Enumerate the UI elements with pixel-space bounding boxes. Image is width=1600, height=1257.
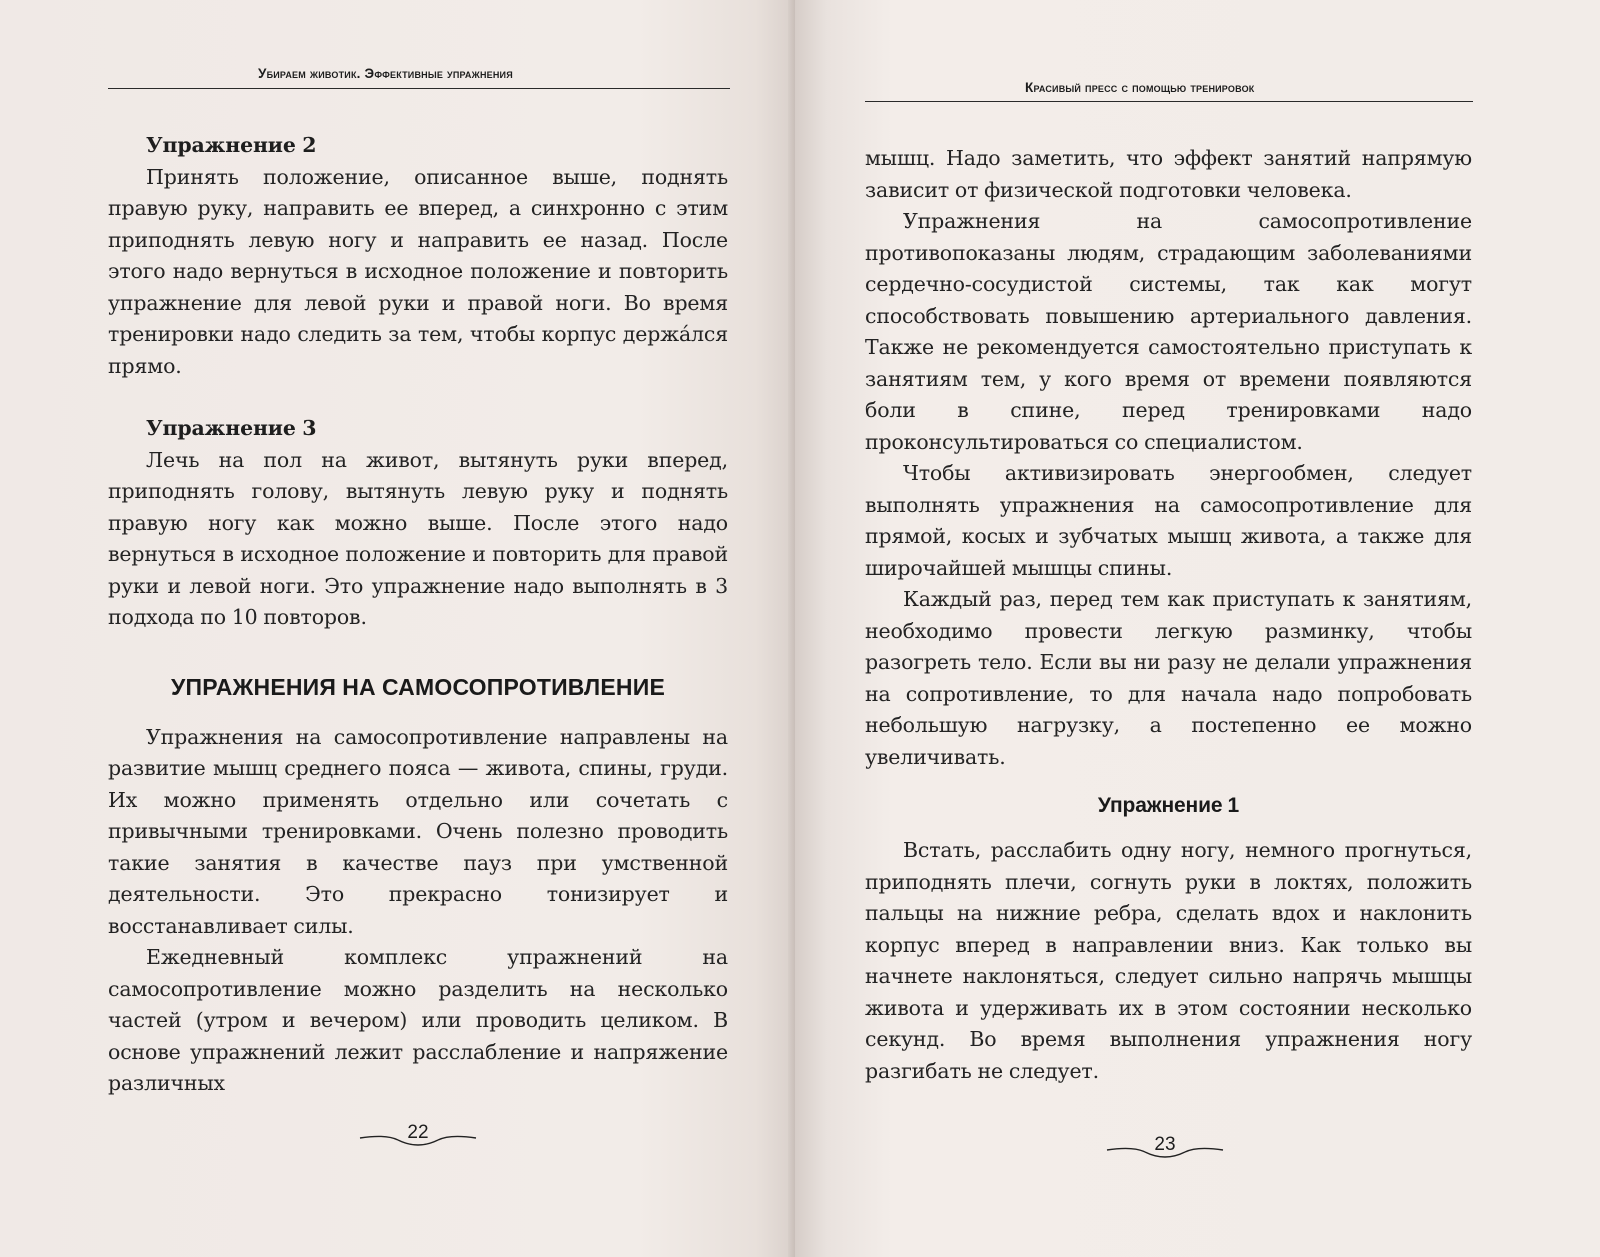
right-paragraph-1: мышц. Надо заметить, что эффект занятий напрямую зависит от физической подготовки человека.	[865, 146, 1472, 202]
right-page	[795, 0, 1600, 1257]
right-paragraph-4: Каждый раз, перед тем как приступать к занятиям, необходимо провести легкую разминку, чтобы разогреть тело. Если вы ни разу не делали упражнения на сопротивление, то для начала надо попробовать небольшую нагрузку, а постепенно ее можно увеличивать.	[865, 587, 1472, 769]
exercise-1-text: Встать, расслабить одну ногу, немного прогнуться, приподнять плечи, согнуть руки в локтях, положить пальцы на нижние ребра, сделать вдох и наклонить корпус вперед в направлении вниз. Как только вы начнете наклоняться, следует сильно напрячь мышцы живота и удерживать их в этом состоянии несколько секунд. Во время выполнения упражнения ногу разгибать не следует.	[865, 838, 1472, 1083]
exercise-2-title: Упражнение 2	[146, 133, 317, 157]
right-paragraph-3: Чтобы активизировать энергообмен, следует выполнять упражнения на самосопротивление для прямой, косых и зубчатых мышц живота, а также для широчайшей мышцы спины.	[865, 461, 1472, 580]
exercise-1-title: Упражнение 1	[1097, 794, 1240, 817]
section-title: УПРАЖНЕНИЯ НА САМОСОПРОТИВЛЕНИЕ	[170, 673, 666, 700]
exercise-3-text: Лечь на пол на живот, вытянуть руки вперед, приподнять голову, вытянуть левую руку и поднять правую ногу как можно выше. После этого надо вернуться в исходное положение и повторить для правой руки и левой ноги. Это упражнение надо выполнять в 3 подхода по 10 повторов.	[108, 447, 728, 629]
right-page-body	[865, 143, 1472, 1087]
right-running-head: Красивый пресс с помощью тренировок	[1025, 80, 1255, 95]
left-running-head: Убираем животик. Эффективные упражнения	[258, 66, 513, 81]
left-page-number	[358, 1120, 478, 1150]
left-page	[0, 0, 795, 1257]
left-paragraph-2: Ежедневный комплекс упражнений на самосопротивление можно разделить на несколько частей (утром и вечером) или проводить целиком. В основе упражнений лежит расслабление и напряжение различных	[108, 945, 728, 1095]
left-page-number-text: 22	[407, 1122, 429, 1143]
exercise-2-text: Принять положение, описанное выше, поднять правую руку, направить ее вперед, а синхронно с этим приподнять левую ногу и направить ее назад. После этого надо вернуться в исходное положение и повторить упражнение для левой руки и правой ноги. Во время тренировки надо следить за тем, чтобы корпус держа́лся прямо.	[108, 164, 728, 378]
right-header-rule	[865, 101, 1473, 102]
left-paragraph-1: Упражнения на самосопротивление направлены на развитие мышц среднего пояса — живота, спины, груди. Их можно применять отдельно или сочетать с привычными тренировками. Очень полезно проводить такие занятия в качестве пауз при умственной деятельности. Это прекрасно тонизирует и восстанавливает силы.	[108, 724, 728, 938]
left-page-body	[108, 130, 728, 1100]
right-page-number-text: 23	[1154, 1134, 1176, 1155]
right-page-number	[1105, 1132, 1225, 1162]
left-header-rule	[108, 88, 730, 89]
right-paragraph-2: Упражнения на самосопротивление противопоказаны людям, страдающим заболеваниями сердечно-сосудистой системы, так как могут способствовать повышению артериального давления. Также не рекомендуется самостоятельно приступать к занятиям тем, у кого время от времени появляются боли в спине, перед тренировками надо проконсультироваться со специалистом.	[865, 209, 1472, 454]
exercise-3-title: Упражнение 3	[146, 416, 317, 440]
